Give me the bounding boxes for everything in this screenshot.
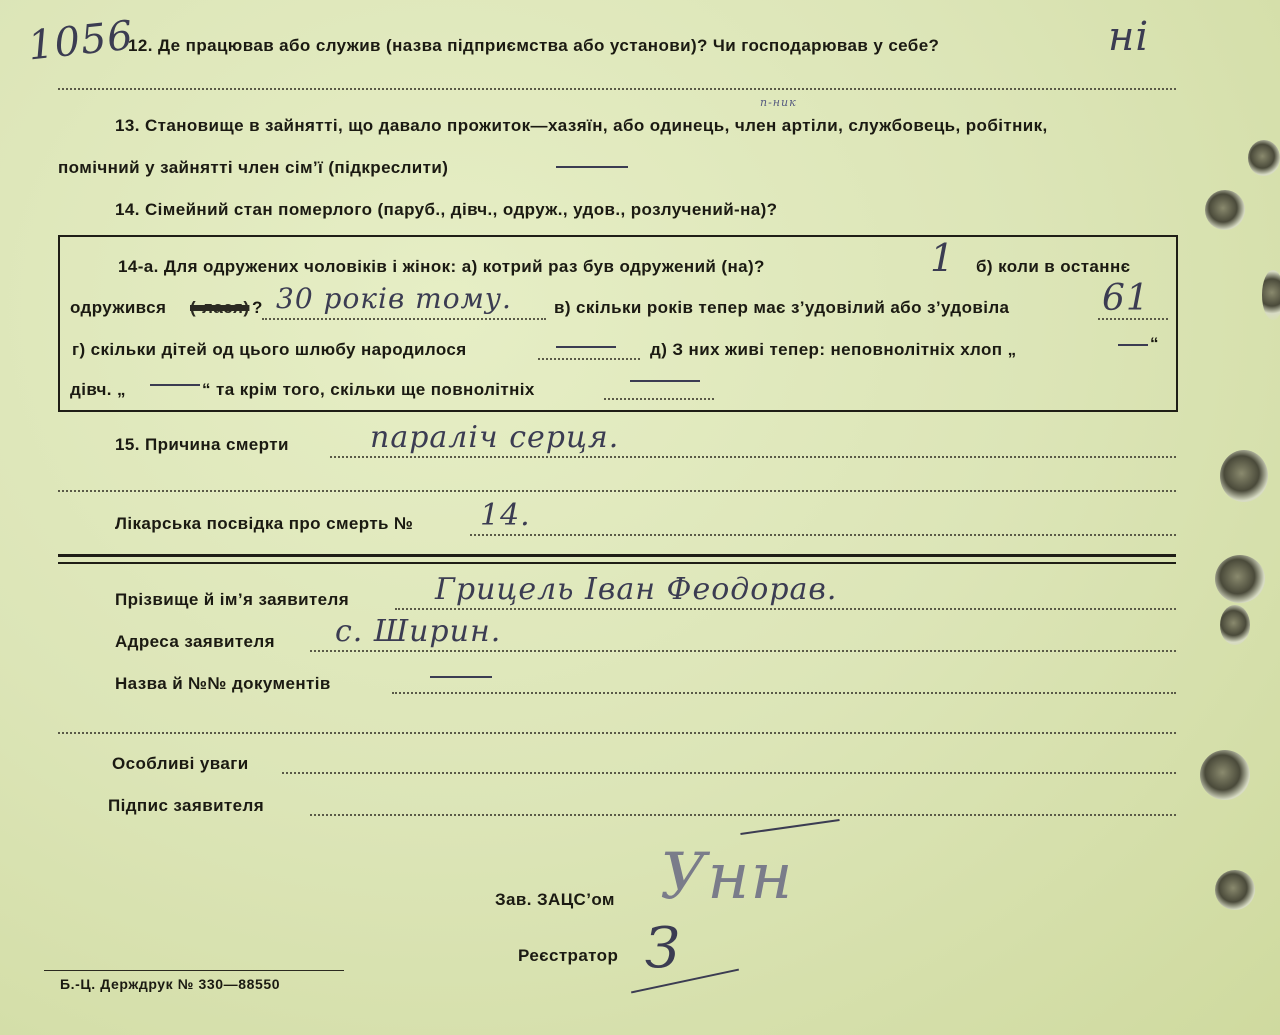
- q14a-age-widowed: 61: [1102, 278, 1150, 319]
- q12-answer: ні: [1108, 14, 1150, 60]
- q14a-when-married: 30 років тому.: [276, 282, 512, 315]
- q14a-line2-b: в) скільки років тепер має з’удовілий або з’удовіла: [554, 298, 1010, 317]
- archive-number: 1056: [25, 12, 136, 70]
- q14a-line3-b: д) З них живі тепер: неповнолітніх хлоп „: [650, 340, 1017, 359]
- q14a-age-line: [1098, 318, 1168, 320]
- q14a-line4-b: “ та крім того, скільки ще повнолітніх: [202, 380, 535, 399]
- certificate-number: 14.: [480, 498, 531, 533]
- applicant-name: Грицель Іван Феодорав.: [435, 572, 838, 607]
- q14a-line2-struck: (-лася): [190, 298, 250, 317]
- registrar-label: Реєстратор: [518, 946, 619, 965]
- q12-line: [58, 88, 1176, 90]
- punch-hole: [1205, 190, 1245, 230]
- head-signature: Унн: [660, 840, 794, 914]
- q14a-line4-a: дівч. „: [70, 380, 126, 399]
- applicant-name-line: [395, 608, 1176, 610]
- applicant-address-line: [310, 650, 1176, 652]
- q14a-adult-dash: [630, 380, 700, 382]
- punch-hole: [1215, 870, 1255, 910]
- certificate-line: [470, 534, 1176, 536]
- q13-annotation: п-ник: [760, 96, 797, 109]
- applicant-address-label: Адреса заявителя: [115, 632, 275, 651]
- q14a-boys-dash: [1118, 344, 1148, 346]
- documents-line2: [58, 732, 1176, 734]
- documents-label: Назва й №№ документів: [115, 674, 331, 693]
- head-signature-stroke: [740, 819, 839, 835]
- punch-hole: [1262, 270, 1280, 320]
- certificate-label: Лікарська посвідка про смерть №: [115, 514, 414, 533]
- printer-line: Б.-Ц. Держдрук № 330—88550: [60, 976, 281, 992]
- q14a-line3-q: “: [1150, 334, 1159, 353]
- q14a-children-dash: [556, 346, 616, 348]
- q14a-when-line: [262, 318, 546, 320]
- q14a-line3-a: г) скільки дітей од цього шлюбу народилося: [72, 340, 467, 359]
- q14a-children-line: [538, 358, 640, 360]
- q13-dash: [556, 166, 628, 168]
- section-divider: [58, 562, 1176, 564]
- registrar-signature: З: [645, 916, 681, 981]
- signature-line: [310, 814, 1176, 816]
- documents-line: [392, 692, 1176, 694]
- q14a-girls-dash: [150, 384, 200, 386]
- q14a-line1-a: 14-а. Для одружених чоловіків і жінок: а) котрий раз був одружений (на)?: [118, 257, 765, 276]
- q13-label-line1: 13. Становище в зайнятті, що давало прожиток—хазяїн, або одинець, член артіли, службовець, робітник,: [115, 116, 1048, 135]
- q15-cause: параліч серця.: [370, 420, 620, 455]
- signature-label: Підпис заявителя: [108, 796, 265, 815]
- punch-hole: [1215, 555, 1265, 603]
- q13-label-line2: помічний у зайнятті член сім’ї (підкреслити): [58, 158, 449, 177]
- q14a-line2-q: ?: [252, 298, 263, 317]
- documents-dash: [430, 676, 492, 678]
- q14a-adult-line: [604, 398, 714, 400]
- remarks-line: [282, 772, 1176, 774]
- q14a-line2-a: одружився: [70, 298, 167, 317]
- q15-label: 15. Причина смерти: [115, 435, 289, 454]
- q14a-times-married: 1: [930, 236, 956, 280]
- section-divider: [58, 554, 1176, 557]
- q15-line: [330, 456, 1176, 458]
- punch-hole: [1220, 605, 1250, 645]
- punch-hole: [1220, 450, 1268, 502]
- q15-line2: [58, 490, 1176, 492]
- punch-hole: [1200, 750, 1250, 800]
- footer-rule: [44, 970, 344, 971]
- head-label: Зав. ЗАЦС’ом: [495, 890, 615, 909]
- q12-label: 12. Де працював або служив (назва підприємства або установи)? Чи господарював у себе?: [128, 36, 940, 55]
- remarks-label: Особливі уваги: [112, 754, 249, 773]
- applicant-address: с. Ширин.: [335, 614, 502, 649]
- q14a-line1-b: б) коли в останнє: [976, 257, 1131, 276]
- punch-hole: [1248, 140, 1280, 176]
- q14-label: 14. Сімейний стан померлого (паруб., дівч., одруж., удов., розлучений-на)?: [115, 200, 778, 219]
- applicant-name-label: Прізвище й ім’я заявителя: [115, 590, 350, 609]
